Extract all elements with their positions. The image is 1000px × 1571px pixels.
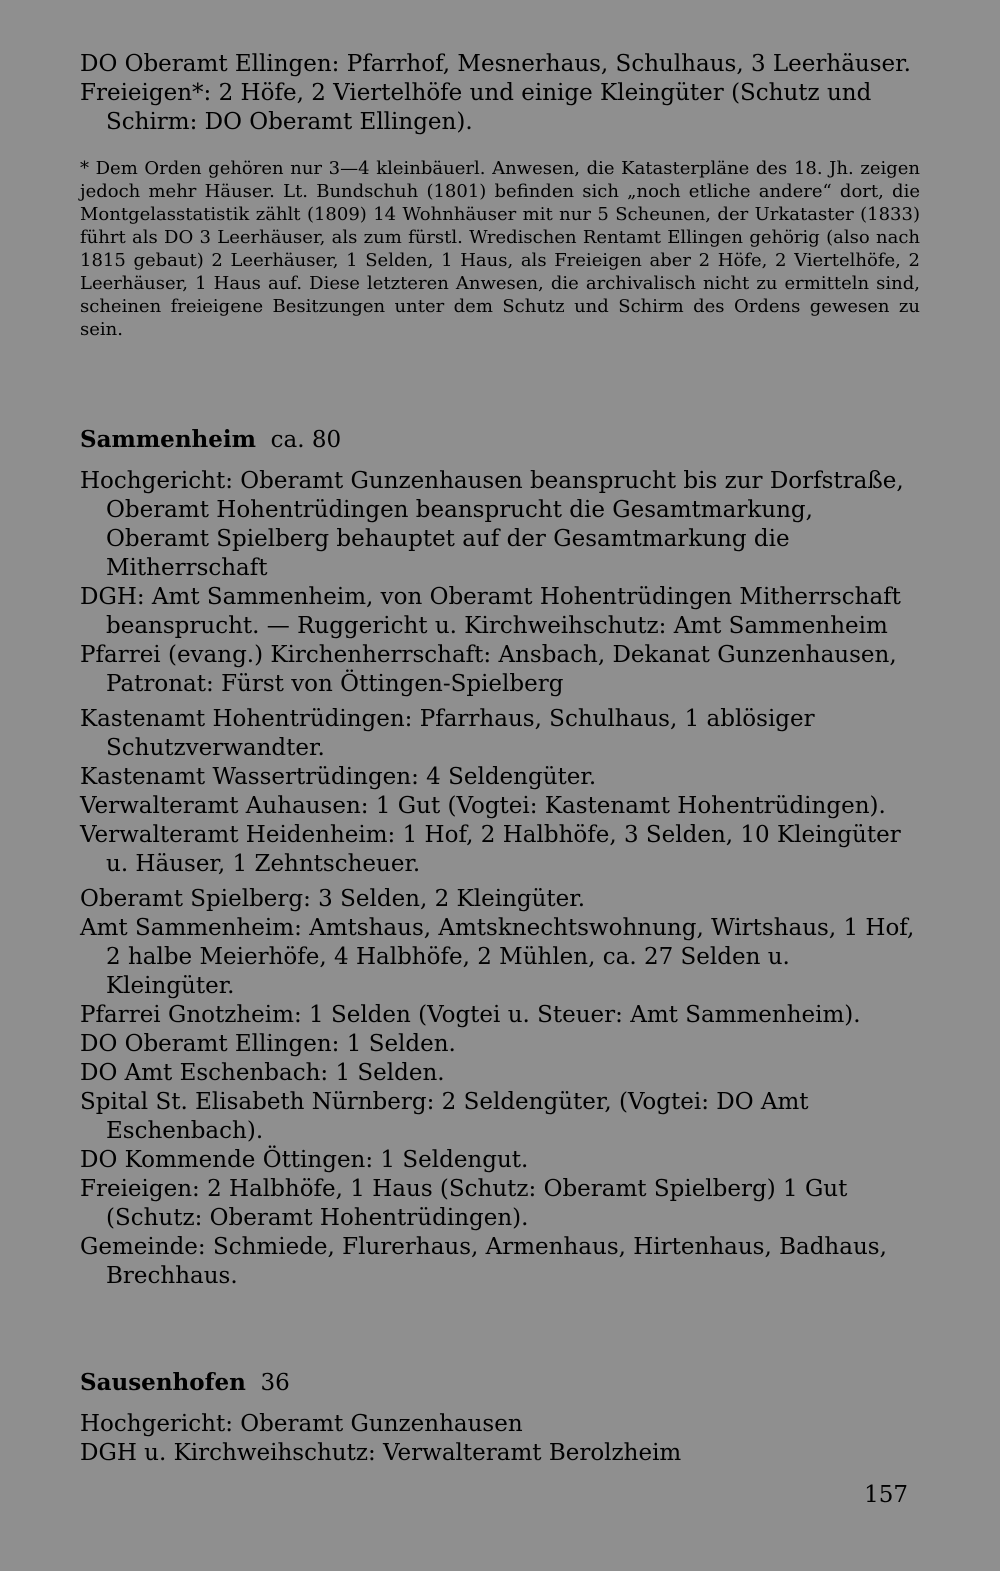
section-sammenheim (80, 425, 920, 1291)
footnote: * Dem Orden gehören nur 3—4 kleinbäuerl. Anwesen, die Katasterpläne des 18. Jh. zeigen jedoch mehr Häuser. Lt. Bundschuh (1801) befinden sich „noch etliche andere“ dort, die Montgelasstatistik zählt (1809) 14 Wohnhäuser mit nur 5 Scheunen, der Urkataster (1833) führt als DO 3 Leerhäuser, als zum fürstl. Wredischen Rentamt Ellingen gehörig (also nach 1815 gebaut) 2 Leerhäuser, 1 Selden, 1 Haus, als Freieigen aber 2 Höfe, 2 Viertelhöfe, 2 Leerhäuser, 1 Haus auf. Diese letzteren Anwesen, die archivalisch nicht zu ermitteln sind, scheinen freieigene Besitzungen unter dem Schutz und Schirm des Ordens gewesen zu sein. (80, 158, 920, 340)
entry-dgh-kirchweihschutz: DGH u. Kirchweihschutz: Verwalteramt Berolzheim (80, 1440, 682, 1466)
entry-pfarrei: Pfarrei (evang.) Kirchenherrschaft: Ansbach, Dekanat Gunzenhausen, Patronat: Fürst von Öttingen-Spielberg (80, 642, 897, 697)
entry-pfarrei-gnotzheim: Pfarrei Gnotzheim: 1 Selden (Vogtei u. Steuer: Amt Sammenheim). (80, 1002, 861, 1028)
entry-hochgericht: Hochgericht: Oberamt Gunzenhausen beansprucht bis zur Dorfstraße, Oberamt Hohentrüdingen beansprucht die Gesamtmarkung, Oberamt Spielberg behauptet auf der Gesamtmarkung die Mitherrschaft (80, 468, 904, 581)
section-heading (80, 1368, 920, 1398)
place-name: Sammenheim (80, 426, 256, 453)
entry-gemeinde: Gemeinde: Schmiede, Flurerhaus, Armenhaus, Hirtenhaus, Badhaus, Brechhaus. (80, 1234, 887, 1289)
entry-oberamt-spielberg: Oberamt Spielberg: 3 Selden, 2 Kleingüter. (80, 886, 586, 912)
entry-do-oberamt-ellingen: DO Oberamt Ellingen: Pfarrhof, Mesnerhaus, Schulhaus, 3 Leerhäuser. (80, 51, 911, 77)
place-name: Sausenhofen (80, 1369, 246, 1396)
footnote-block (80, 157, 920, 341)
entry-do-kommende-oettingen: DO Kommende Öttingen: 1 Seldengut. (80, 1147, 529, 1173)
entry-kastenamt-hohentruedingen: Kastenamt Hohentrüdingen: Pfarrhaus, Schulhaus, 1 ablösiger Schutzverwandter. (80, 706, 815, 761)
place-count: ca. 80 (270, 427, 342, 453)
entry-dgh: DGH: Amt Sammenheim, von Oberamt Hohentrüdingen Mitherrschaft beansprucht. — Ruggericht u. Kirchweihschutz: Amt Sammenheim (80, 584, 901, 639)
entry-hochgericht: Hochgericht: Oberamt Gunzenhausen (80, 1411, 523, 1437)
section-sausenhofen (80, 1368, 920, 1468)
entry-freieigen: Freieigen: 2 Halbhöfe, 1 Haus (Schutz: Oberamt Spielberg) 1 Gut (Schutz: Oberamt Hohentrüdingen). (80, 1176, 848, 1231)
entry-verwalteramt-auhausen: Verwalteramt Auhausen: 1 Gut (Vogtei: Kastenamt Hohentrüdingen). (80, 793, 886, 819)
entry-amt-sammenheim: Amt Sammenheim: Amtshaus, Amtsknechtswohnung, Wirtshaus, 1 Hof, 2 halbe Meierhöfe, 4 Halbhöfe, 2 Mühlen, ca. 27 Selden u. Kleingüter. (80, 915, 915, 999)
top-entries (80, 50, 920, 137)
entry-freieigen: Freieigen*: 2 Höfe, 2 Viertelhöfe und einige Kleingüter (Schutz und Schirm: DO Oberamt Ellingen). (80, 80, 872, 135)
entry-verwalteramt-heidenheim: Verwalteramt Heidenheim: 1 Hof, 2 Halbhöfe, 3 Selden, 10 Kleingüter u. Häuser, 1 Zehntscheuer. (80, 822, 901, 877)
section-heading (80, 425, 920, 455)
entry-spital-st-elisabeth: Spital St. Elisabeth Nürnberg: 2 Seldengüter, (Vogtei: DO Amt Eschenbach). (80, 1089, 809, 1144)
entry-do-oberamt-ellingen: DO Oberamt Ellingen: 1 Selden. (80, 1031, 456, 1057)
entry-do-amt-eschenbach: DO Amt Eschenbach: 1 Selden. (80, 1060, 445, 1086)
place-count: 36 (260, 1370, 290, 1396)
entry-kastenamt-wassertruedingen: Kastenamt Wassertrüdingen: 4 Seldengüter. (80, 764, 597, 790)
page-number: 157 (864, 1482, 908, 1508)
